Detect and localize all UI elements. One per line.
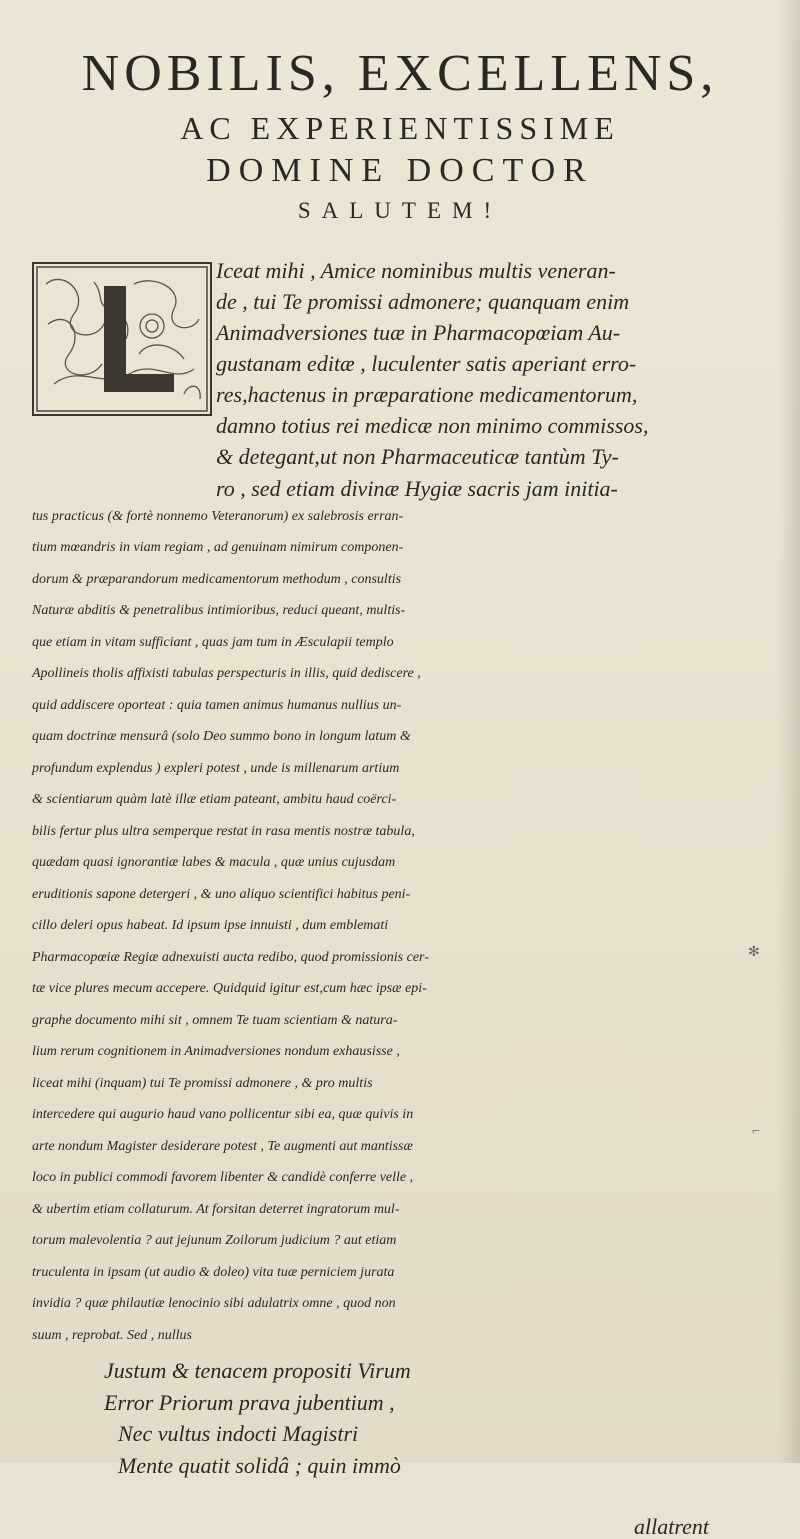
text-line: & detegant,ut non Pharmaceuticæ tantùm Ty- <box>216 444 619 469</box>
text-line: Iceat mihi , Amice nominibus multis veneran- <box>216 258 616 283</box>
text-line: quam doctrinæ mensurâ (solo Deo summo bono in longum latum & <box>32 729 411 744</box>
text-line: tium mœandris in viam regiam , ad genuinam nimirum componen- <box>32 540 404 555</box>
text-line: & ubertim etiam collaturum. At forsitan deterret ingratorum mul- <box>32 1201 400 1217</box>
text-line: torum malevolentia ? aut jejunum Zoilorum judicium ? aut etiam <box>32 1233 397 1248</box>
heading-line-2: AC EXPERIENTISSIME <box>180 110 620 146</box>
text-line: quædam quasi ignorantiæ labes & macula , quæ unius cujusdam <box>32 855 396 870</box>
verse-line: Mente quatit solidâ ; quin immò <box>118 1452 401 1478</box>
text-line: Naturæ abditis & penetralibus intimioribus, reduci queant, multis- <box>32 603 406 618</box>
catchword: allatrent <box>634 1514 709 1539</box>
text-line: Apollineis tholis affixisti tabulas perspecturis in illis, quid dediscere , <box>32 666 421 681</box>
text-line: gustanam editæ , luculenter satis aperiant erro- <box>216 351 637 376</box>
ornamental-initial-icon <box>32 262 212 416</box>
text-line: tus practicus (& fortè nonnemo Veteranorum) ex salebrosis erran- <box>32 508 404 524</box>
text-line: suum , reprobat. Sed , nullus <box>32 1327 192 1343</box>
text-line: dorum & præparandorum medicamentorum methodum , consultis <box>32 571 402 587</box>
verse-line: Nec vultus indocti Magistri <box>118 1421 359 1446</box>
text-line: Animadversiones tuæ in Pharmacopœiam Au- <box>216 320 621 345</box>
text-line: graphe documento mihi sit , omnem Te tuam scientiam & natura- <box>32 1012 398 1028</box>
heading-line-3: DOMINE DOCTOR <box>206 152 594 189</box>
text-line: de , tui Te promissi admonere; quanquam enim <box>216 289 630 314</box>
text-line: quid addiscere oporteat : quia tamen animus humanus nullius un- <box>32 697 402 713</box>
margin-mark: ✻ <box>748 945 760 960</box>
text-line: cillo deleri opus habeat. Id ipsum ipse innuisti , dum emblemati <box>32 918 389 933</box>
text-line: liceat mihi (inquam) tui Te promissi admonere , & pro multis <box>32 1075 373 1091</box>
text-line: truculenta in ipsam (ut audio & doleo) vita tuæ perniciem jurata <box>32 1264 395 1280</box>
text-line: loco in publici commodi favorem libenter & candidè conferre velle , <box>32 1170 414 1185</box>
text-line: lium rerum cognitionem in Animadversiones nondum exhausisse , <box>32 1044 400 1059</box>
text-line: profundum explendus ) expleri potest , unde is millenarum artium <box>32 760 400 776</box>
text-line: invidia ? quæ philautiæ lenocinio sibi adulatrix omne , quod non <box>32 1296 396 1311</box>
verse-line: Justum & tenacem propositi Virum <box>104 1358 411 1383</box>
text-line: ro , sed etiam divinæ Hygiæ sacris jam initia- <box>216 476 618 501</box>
text-line: intercedere qui augurio haud vano pollicentur sibi ea, quæ quivis in <box>32 1107 414 1122</box>
text-line: eruditionis sapone detergeri , & uno aliquo scientifici habitus peni- <box>32 886 411 902</box>
text-line: arte nondum Magister desiderare potest , Te augmenti aut mantissæ <box>32 1138 413 1154</box>
verse-line: Error Priorum prava jubentium , <box>104 1389 395 1415</box>
text-line: damno totius rei medicæ non minimo commissos, <box>216 413 649 438</box>
text-line: Pharmacopœiæ Regiæ adnexuisti aucta redibo, quod promissionis cer- <box>32 949 429 965</box>
text-line: & scientiarum quàm latè illæ etiam pateant, ambitu haud coërci- <box>32 792 397 807</box>
text-line: res,hactenus in præparatione medicamentorum, <box>216 382 638 407</box>
text-line: bilis fertur plus ultra semperque restat in rasa mentis nostræ tabula, <box>32 823 415 839</box>
heading-line-4: SALUTEM! <box>297 198 503 223</box>
text-line: que etiam in vitam sufficiant , quas jam tum in Æsculapii templo <box>32 634 394 650</box>
heading-line-1: NOBILIS, EXCELLENS, <box>81 45 719 102</box>
text-line: tæ vice plures mecum accepere. Quidquid igitur est,cum hæc ipsæ epi- <box>32 981 427 996</box>
margin-mark-2: ⌐ <box>752 1124 760 1139</box>
